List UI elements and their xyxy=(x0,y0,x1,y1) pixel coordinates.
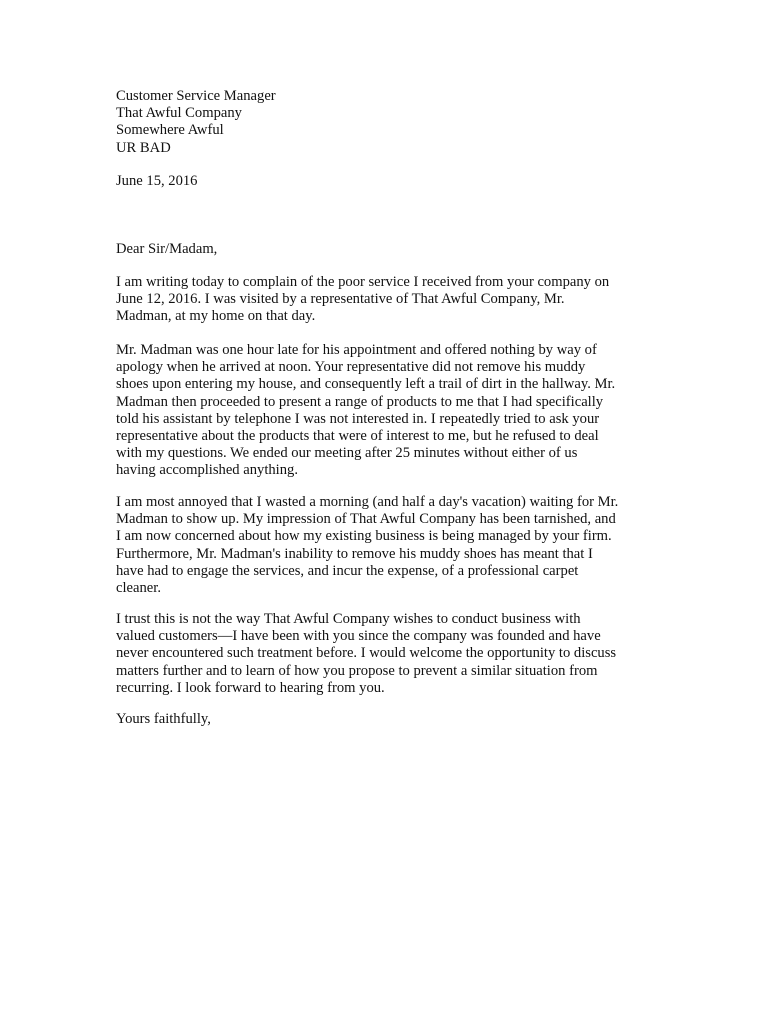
text-line: representative about the products that were of interest to me, but he refused to deal xyxy=(116,428,599,445)
text-line: I am writing today to complain of the poor service I received from your company on xyxy=(116,274,610,290)
text-line: cleaner. xyxy=(116,580,161,597)
text-line: having accomplished anything. xyxy=(116,462,298,479)
recipient-region: UR BAD xyxy=(116,139,171,156)
recipient-title: Customer Service Manager xyxy=(116,88,276,104)
paragraph-4 xyxy=(116,611,656,697)
text-line: Madman then proceeded to present a range of products to me that I had specifically xyxy=(116,393,604,410)
recipient-city: Somewhere Awful xyxy=(116,122,224,139)
text-line: June 12, 2016. I was visited by a representative of That Awful Company, Mr. xyxy=(116,291,565,308)
text-line: Mr. Madman was one hour late for his appointment and offered nothing by way of xyxy=(116,342,597,358)
text-line: told his assistant by telephone I was not interested in. I repeatedly tried to ask your xyxy=(116,410,600,427)
text-line: valued customers—I have been with you since the company was founded and have xyxy=(116,628,601,645)
salutation: Dear Sir/Madam, xyxy=(116,241,218,257)
paragraph-1 xyxy=(116,274,656,326)
closing: Yours faithfully, xyxy=(116,711,211,727)
text-line: I trust this is not the way That Awful Company wishes to conduct business with xyxy=(116,611,581,627)
recipient-address xyxy=(116,88,656,157)
paragraph-3 xyxy=(116,494,656,597)
text-line: Madman, at my home on that day. xyxy=(116,308,316,325)
text-line: Furthermore, Mr. Madman's inability to remove his muddy shoes has meant that I xyxy=(116,545,593,562)
paragraph-2 xyxy=(116,342,656,480)
text-line: apology when he arrived at noon. Your representative did not remove his muddy xyxy=(116,359,586,376)
text-line: with my questions. We ended our meeting after 25 minutes without either of us xyxy=(116,445,578,462)
text-line: have had to engage the services, and incur the expense, of a professional carpet xyxy=(116,562,579,579)
text-line: shoes upon entering my house, and consequently left a trail of dirt in the hallway. Mr. xyxy=(116,376,616,393)
recipient-company: That Awful Company xyxy=(116,105,242,122)
letter-date: June 15, 2016 xyxy=(116,173,198,189)
text-line: Madman to show up. My impression of That Awful Company has been tarnished, and xyxy=(116,511,616,528)
text-line: recurring. I look forward to hearing from you. xyxy=(116,679,385,696)
text-line: matters further and to learn of how you propose to prevent a similar situation from xyxy=(116,662,598,679)
text-line: I am now concerned about how my existing business is being managed by your firm. xyxy=(116,528,612,545)
text-line: I am most annoyed that I wasted a morning (and half a day's vacation) waiting for Mr. xyxy=(116,494,619,510)
text-line: never encountered such treatment before. I would welcome the opportunity to discuss xyxy=(116,645,617,662)
